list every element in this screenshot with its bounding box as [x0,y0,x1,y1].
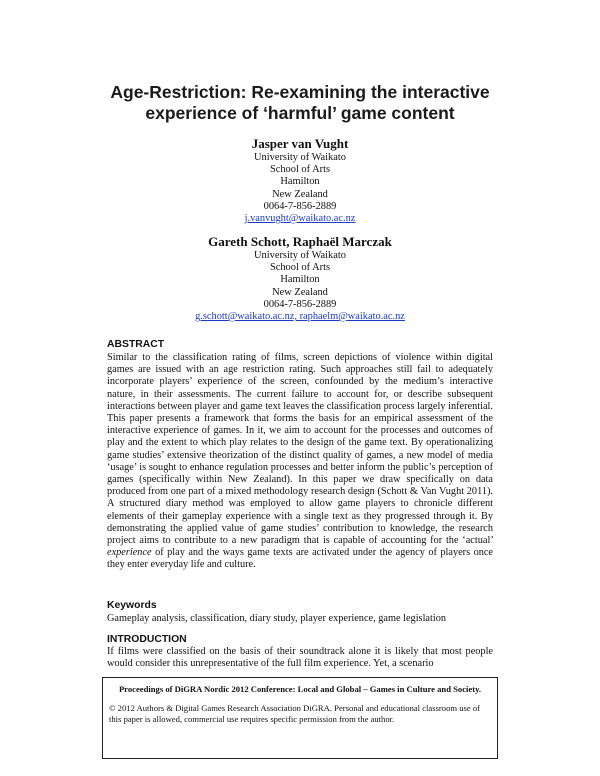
affiliation-line: New Zealand [272,286,328,298]
affiliation-line: School of Arts [269,164,331,176]
affiliation-line: School of Arts [269,262,331,274]
affiliation-line: New Zealand [272,188,328,200]
author-name: Gareth Schott, Raphaël Marczak [208,234,392,249]
title-line-2: experience of ‘harmful’ game content [145,103,455,123]
affiliation-line: 0064-7-856-2889 [263,200,337,212]
author-block-1 [100,136,500,225]
footer-box [102,677,498,759]
abstract-heading: ABSTRACT [107,339,165,350]
author-email-link[interactable]: g.schott@waikato.ac.nz, raphaelm@waikato.ac.nz [195,311,405,323]
author-name: Jasper van Vught [251,136,349,151]
title-line-1: Age-Restriction: Re-examining the interactive [110,82,490,102]
introduction-text: If films were classified on the basis of their soundtrack alone it is likely that most people would consider this unrepresentative of the full film experience. Yet, a scenario [107,646,493,670]
affiliation-line: 0064-7-856-2889 [263,298,337,310]
affiliation-line: University of Waikato [254,152,346,163]
abstract-text-end: of play and the ways game texts are activated under the agency of players once they enter everyday life and culture. [107,547,494,571]
keywords-text: Gameplay analysis, classification, diary study, player experience, game legislation [107,613,447,624]
keywords-heading: Keywords [107,600,157,611]
author-block-2 [100,234,500,323]
introduction-heading: INTRODUCTION [107,634,187,645]
affiliation-line: Hamilton [280,274,320,286]
abstract-emphasis: experience [107,547,152,559]
paper-title [60,82,540,124]
conference-note: Proceedings of DiGRA Nordic 2012 Conference: Local and Global – Games in Culture and Society. [118,684,482,694]
author-email-link[interactable]: j.vanvught@waikato.ac.nz [244,213,356,225]
affiliation-line: University of Waikato [254,250,346,261]
abstract-text: Similar to the classification rating of films, screen depictions of violence within digital games are issued with an age restriction rating. Such approaches still fail to adequately incorporate players’ experience of the screen, confounded by the medium’s interactive nature, in their assessments. The current failure to account for, or describe subsequent interactions between player and game text leaves the classification process largely inferential. This paper presents a framework that forms the basis for an empirical assessment of the interactive experience of games. In it, we aim to account for the processes and outcomes of play and the extent to which play relates to the design of the game text. By operationalizing game studies’ extensive theorization of the distinct quality of games, a new model of media ‘usage’ is sought to enhance regulation processes and better inform the public’s perception of games (specifically within New Zealand). In this paper we draw specifically on data produced from one part of a mixed methodology research design (Schott & Van Vught 2011). A structured diary method was employed to allow game players to chronicle different elements of their gameplay experience with a single text as they progressed through it. By demonstrating the applied value of game studies’ contribution to knowledge, the research project aims to contribute to a new paradigm that is capable of accounting for the ‘actual’ [107,352,493,547]
abstract-body [107,352,493,572]
affiliation-line: Hamilton [280,176,320,188]
copyright-note: © 2012 Authors & Digital Games Research Association DiGRA. Personal and educational classroom use of this paper is allowed, commercial use requires specific permission from the author. [109,703,480,724]
